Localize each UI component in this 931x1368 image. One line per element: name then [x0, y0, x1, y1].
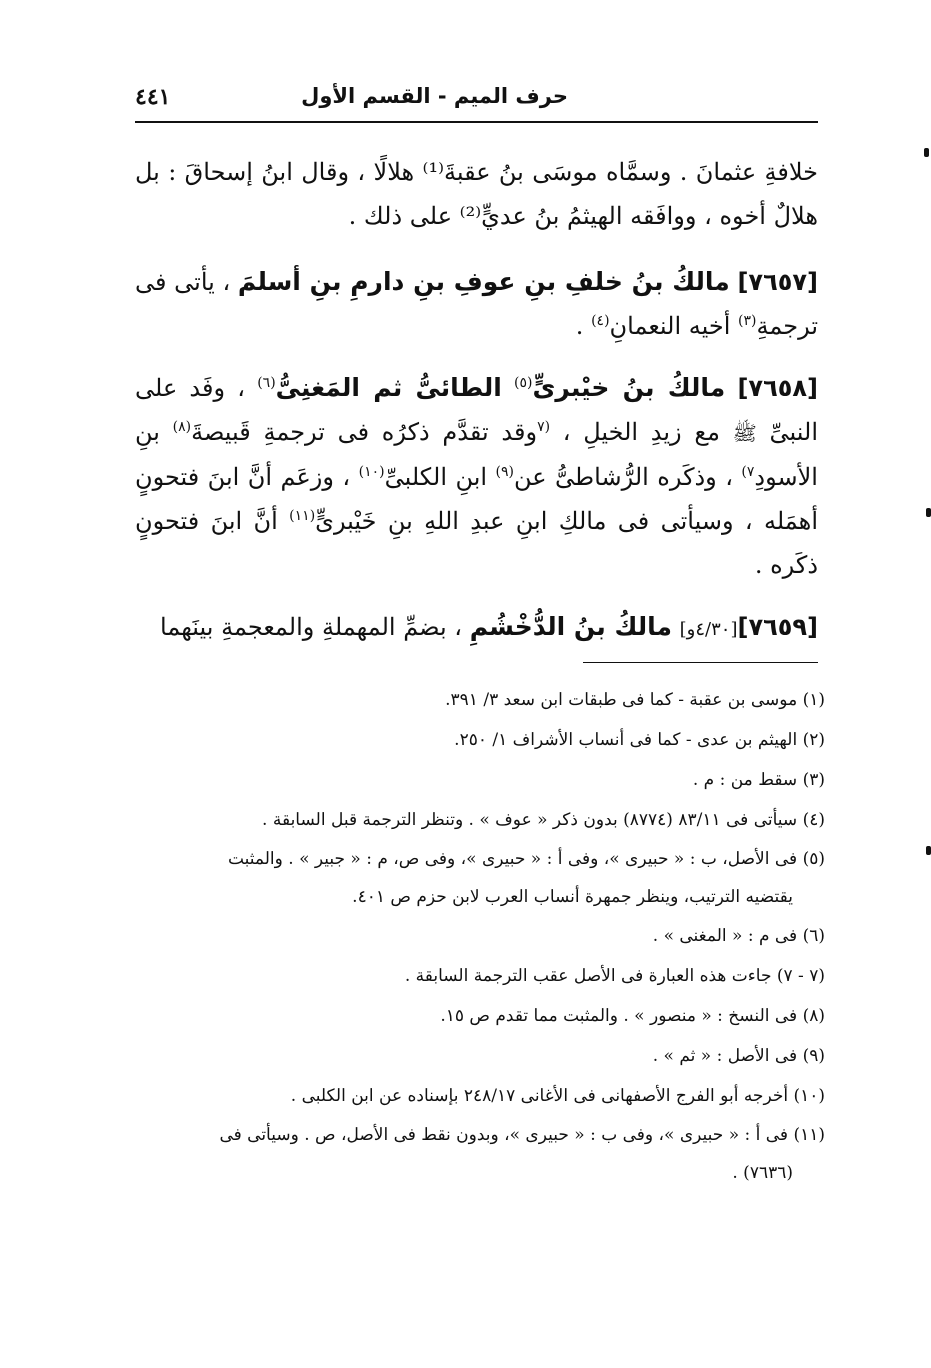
entry-text: .	[575, 312, 584, 340]
entry-number: [٧٦٥٧]	[737, 268, 818, 296]
footnote-item: (٤) سيأتى فى ٨٣/١١ (٨٧٧٤) بدون ذكر « عوف » . وتنظر الترجمة قبل السابقة .	[262, 810, 825, 830]
entry-name: الطائىُّ ثم المَغنِىُّ	[275, 373, 502, 402]
entry-text: ابنِ الكلبىِّ	[384, 463, 488, 491]
footnote-ref: (٧	[537, 419, 551, 435]
footnote-ref: (٩)	[495, 464, 515, 480]
footnote-ref: ٧)	[741, 464, 755, 480]
footnote-ref: (١٠)	[358, 464, 385, 480]
entry-text: ، بضمِّ المهملةِ والمعجمةِ بينَهما	[160, 613, 463, 641]
footnote-item: (٩) فى الأصل : « ثم » .	[652, 1046, 825, 1066]
entry-name: مالكُ بنُ خيْبرىٍّ	[532, 373, 726, 402]
footnote-ref: (٥)	[514, 375, 533, 391]
scan-edge-mark	[924, 148, 929, 157]
entry-text: وقد تقدَّم ذكرُه فى ترجمةِ قَبيصةَ	[191, 418, 538, 446]
entry-name: مالكُ بنُ الدُّخْشُمِ	[469, 612, 672, 641]
entry-number: [٧٦٥٨]	[737, 374, 818, 402]
page-number: ٤٤١	[135, 84, 171, 110]
entry-text: أنَّ ابنَ فتحونٍ ذكَره .	[135, 507, 818, 579]
footnote-ref: (٣)	[738, 313, 757, 329]
entry-name: مالكُ بنُ خلفِ بنِ عوفِ بنِ دارمِ بنِ أسلمَ	[237, 267, 730, 296]
scan-edge-mark	[926, 508, 931, 517]
entry-text: ، وذكَره الرُّشاطىُّ عن	[514, 463, 733, 491]
entry-7659	[135, 605, 818, 652]
footnote-line: (٥) فى الأصل، ب : « حبيرى »، وفى أ : « حبيرى »، وفى ص، م : « جبير » . والمثبت	[227, 849, 825, 869]
entry-text: ، وزعَم أنَّ ابنَ فتحونٍ أهمَله ، وسيأتى فى مالكِ ابنِ عبدِ اللهِ بنِ خَيْبرىٍّ	[135, 463, 818, 535]
footnote-ref: (٨)	[172, 419, 192, 435]
footnote-item: (٦) فى م : « المغنى » .	[652, 926, 825, 946]
entry-text: ، وفَد على النبىِّ	[135, 374, 819, 446]
paragraph-continuation: خلافةِ عثمانَ . وسمَّاه موسَى بنُ عقبةَ⁽¹⁾ هلالًا ، وقال ابنُ إسحاقَ : بل هلالٌ أخوه ، ووافَقه الهيثمُ بنُ عديٍّ⁽²⁾ على ذلك .	[135, 158, 819, 230]
footnote-item: (٣) سقط من : م .	[692, 770, 825, 790]
entry-text: مع زيدِ الخيلِ ،	[562, 418, 720, 446]
footnote-item: (٧ - ٧) جاءت هذه العبارة فى الأصل عقب الترجمة السابقة .	[404, 966, 825, 986]
footnote-line: (١١) فى أ : « حبيرى »، وفى ب : « حبيرى »، وبدون نقط فى الأصل، ص . وسيأتى فى	[219, 1125, 825, 1145]
honorific-glyph: ﷺ	[732, 421, 757, 445]
footnote-ref: (٤)	[591, 313, 610, 329]
main-text	[135, 150, 818, 670]
entry-7658	[135, 366, 818, 587]
footnote-continuation: (٧٦٣٦) .	[732, 1163, 793, 1183]
footnote-item: (١٠) أخرجه أبو الفرج الأصفهانى فى الأغانى ٢٤٨/١٧ بإسناده عن ابن الكلبى .	[290, 1086, 825, 1106]
header-rule	[135, 121, 818, 123]
footnote-ref: (١١)	[289, 508, 316, 524]
entry-7657	[135, 260, 818, 348]
running-title: حرف الميم - القسم الأول	[301, 84, 568, 108]
entry-text: بنِ الأسودِ	[135, 418, 818, 491]
footnote-ref: (٦)	[257, 375, 276, 391]
page-header	[135, 78, 818, 118]
footnote-item	[135, 1116, 825, 1192]
entry-number: [٧٦٥٩]	[737, 613, 818, 641]
entry-text: أخيه النعمانِ	[609, 312, 731, 340]
footnote-item: (٢) الهيثم بن عدى - كما فى أنساب الأشراف ١/ ٢٥٠.	[454, 730, 825, 750]
volume-marker: [٤/٣٠و]	[679, 619, 738, 640]
footnote-continuation: يقتضيه الترتيب، وينظر جمهرة أنساب العرب لابن حزم ص ٤٠١.	[352, 887, 793, 907]
footnote-separator	[583, 662, 818, 663]
scan-edge-mark	[926, 846, 931, 855]
footnotes	[135, 680, 825, 1192]
footnote-item: (٨) فى النسخ : « منصور » . والمثبت مما تقدم ص ١٥.	[440, 1006, 825, 1026]
footnote-item: (١) موسى بن عقبة - كما فى طبقات ابن سعد ٣/ ٣٩١.	[445, 690, 825, 710]
entry-text: ، يأتى فى ترجمةِ	[135, 268, 818, 340]
footnote-item	[135, 840, 825, 916]
